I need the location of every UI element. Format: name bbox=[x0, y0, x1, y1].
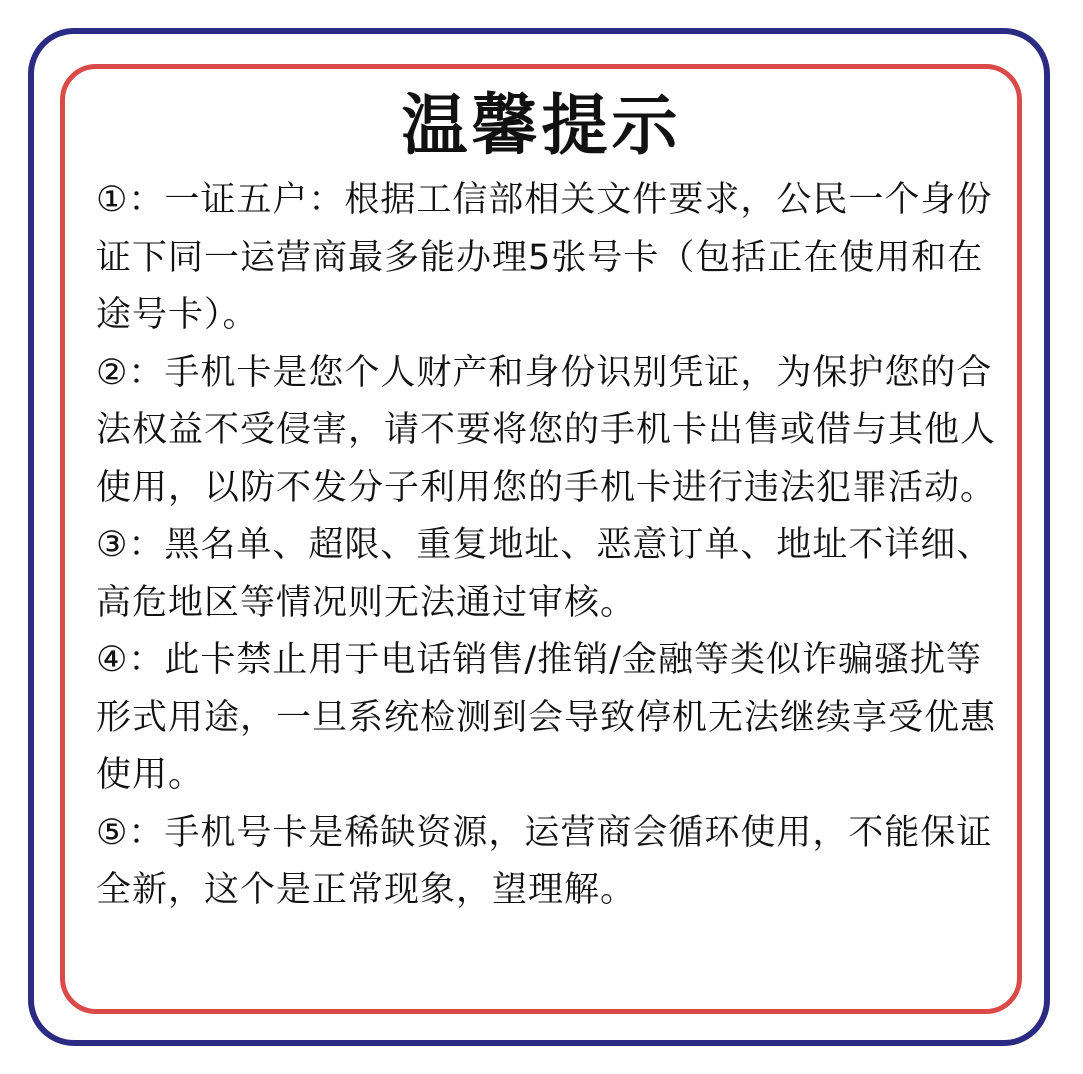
notice-content bbox=[96, 172, 996, 920]
item-separator: ： bbox=[128, 812, 165, 853]
notice-item-1 bbox=[96, 172, 996, 345]
item-number: ① bbox=[96, 180, 129, 220]
item-separator: ： bbox=[128, 640, 165, 680]
item-number: ⑤ bbox=[96, 812, 129, 853]
item-number: ② bbox=[96, 352, 129, 393]
notice-item-4 bbox=[96, 632, 996, 805]
item-text: 一证五户：根据工信部相关文件要求，公民一个身份证下同一运营商最多能办理5张号卡（包括正在使用和在途号卡）。 bbox=[96, 180, 993, 335]
item-text: 手机卡是您个人财产和身份识别凭证，为保护您的合法权益不受侵害，请不要将您的手机卡出售或借与其他人使用，以防不发分子利用您的手机卡进行违法犯罪活动。 bbox=[96, 352, 997, 508]
item-separator: ： bbox=[128, 180, 165, 220]
item-separator: ： bbox=[128, 352, 165, 393]
item-text: 手机号卡是稀缺资源，运营商会循环使用，不能保证全新，这个是正常现象，望理解。 bbox=[96, 812, 993, 910]
notice-item-5 bbox=[96, 805, 996, 920]
item-text: 黑名单、超限、重复地址、恶意订单、地址不详细、高危地区等情况则无法通过审核。 bbox=[96, 525, 993, 623]
notice-title: 温馨提示 bbox=[401, 87, 682, 164]
notice-item-3 bbox=[96, 517, 996, 632]
item-text: 此卡禁止用于电话销售/推销/金融等类似诈骗骚扰等形式用途，一旦系统检测到会导致停机无法继续享受优惠使用。 bbox=[96, 640, 997, 795]
item-number: ③ bbox=[96, 525, 129, 565]
item-number: ④ bbox=[96, 640, 129, 680]
item-separator: ： bbox=[128, 525, 165, 565]
notice-item-2 bbox=[96, 345, 996, 518]
